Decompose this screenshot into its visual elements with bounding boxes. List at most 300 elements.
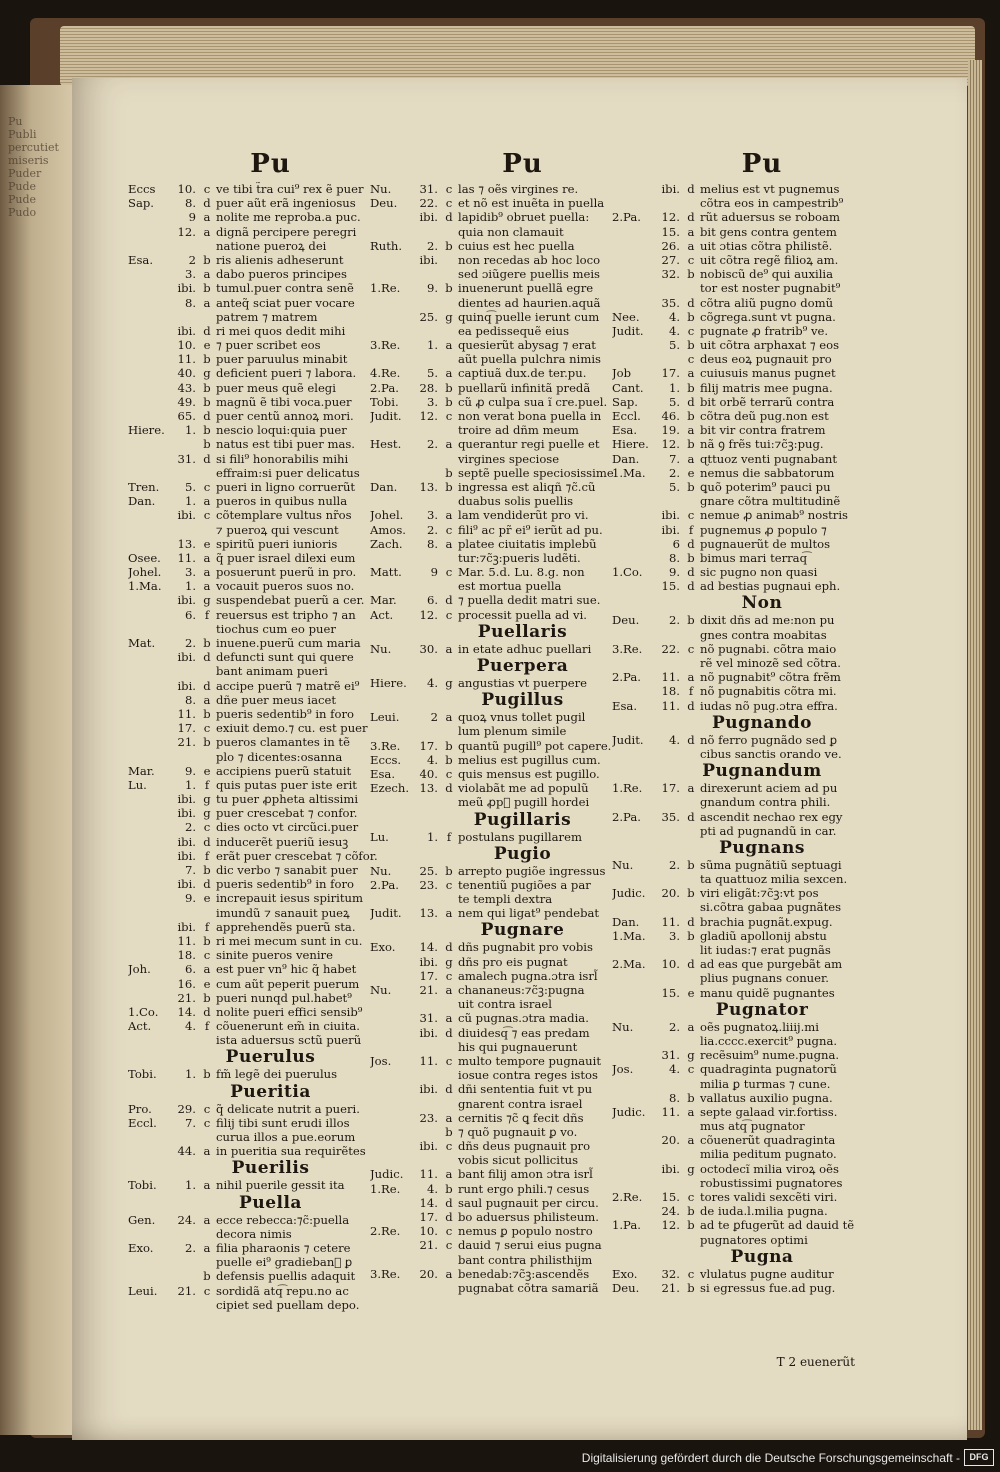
chapter-reference: 13.: [419, 479, 438, 494]
chapter-reference: [414, 225, 443, 239]
index-keyword: Pugio: [493, 843, 552, 864]
book-reference: [370, 1125, 414, 1139]
index-entry: [612, 1119, 912, 1133]
section-letter: a: [203, 210, 211, 225]
index-entry: [612, 1105, 912, 1119]
index-entry: [612, 1233, 912, 1247]
entry-text: lia.cccc.exercit⁹ pugna.: [700, 1033, 838, 1048]
chapter-reference: 28.: [419, 380, 438, 395]
entry-text: his qui pugnauerunt: [458, 1039, 578, 1054]
chapter-reference: 24.: [177, 1212, 196, 1227]
entry-text: saul pugnauit per circu.: [458, 1195, 599, 1210]
chapter-reference: [172, 664, 201, 678]
book-reference: 1.Pa.: [612, 1218, 641, 1233]
chapter-reference: 13.: [177, 536, 196, 551]
chapter-reference: [414, 1253, 443, 1267]
section-letter: d: [445, 210, 453, 225]
section-letter: [443, 997, 455, 1011]
book-reference: [128, 849, 172, 863]
book-reference: Nu.: [370, 641, 392, 656]
section-letter: [443, 1068, 455, 1082]
book-reference: 1.Co.: [128, 1004, 159, 1019]
chapter-reference: 21.: [419, 983, 438, 997]
chapter-reference: 11.: [419, 1167, 438, 1182]
section-letter: c: [203, 479, 211, 494]
entry-text: dic verbo ⁊ sanabit puer: [216, 863, 358, 877]
chapter-reference: [656, 795, 685, 809]
entry-text: deus eoꝝ pugnauit pro: [700, 352, 832, 367]
section-letter: d: [203, 834, 211, 849]
chapter-reference: 21.: [177, 735, 196, 750]
index-entry: [612, 253, 912, 267]
entry-text: sic pugno non quasi: [700, 565, 818, 580]
chapter-reference: 10.: [661, 957, 680, 972]
index-entry: [612, 781, 912, 795]
chapter-reference: [656, 824, 685, 838]
entry-text: in etate adhuc puellari: [458, 641, 592, 656]
section-letter: a: [203, 962, 211, 977]
entry-text: pugnabat cõtra samariã: [458, 1280, 599, 1295]
index-keyword: Pugnare: [480, 920, 565, 941]
index-entry: [612, 1204, 912, 1218]
section-letter: c: [445, 522, 453, 537]
section-letter: [685, 196, 697, 210]
entry-text: fili⁹ ac pr̃ ei⁹ ierũt ad pu.: [458, 522, 603, 537]
entry-text: quis putas puer iste erit: [216, 777, 357, 792]
section-letter: d: [203, 1004, 211, 1019]
book-reference: Dan.: [612, 914, 640, 929]
book-reference: [612, 338, 656, 352]
chapter-reference: 3.: [184, 565, 196, 580]
entry-text: pueros in quibus nulla: [216, 494, 348, 509]
section-letter: [201, 906, 213, 920]
index-entry: [612, 523, 912, 537]
entry-text: lapidib⁹ obruet puella:: [458, 210, 590, 225]
section-letter: d: [445, 1025, 453, 1040]
index-entry: [612, 423, 912, 437]
entry-text: robustissimi pugnatores: [700, 1175, 843, 1190]
section-letter: c: [687, 1266, 695, 1281]
entry-text: vobis sicut pollicitus: [458, 1153, 579, 1168]
book-reference: 2.Pa.: [612, 670, 641, 685]
chapter-reference: 2.: [426, 238, 438, 253]
section-letter: d: [203, 409, 211, 423]
chapter-reference: 9.: [184, 763, 196, 778]
book-reference: Joh.: [128, 962, 151, 977]
index-entry: [612, 957, 912, 971]
section-letter: b: [203, 933, 211, 948]
entry-text: manu quidẽ pugnantes: [700, 985, 835, 1000]
chapter-reference: 43.: [177, 380, 196, 395]
chapter-reference: [656, 1147, 685, 1161]
book-reference: [370, 1139, 414, 1153]
entry-text: cum aũt peperit puerum: [216, 976, 360, 991]
index-keyword: Pugillaris: [473, 809, 572, 830]
chapter-reference: 24.: [661, 1204, 680, 1219]
entry-text: lum plenum simile: [458, 724, 567, 739]
entry-text: ri mei quos dedit mihi: [216, 323, 346, 338]
section-letter: [201, 622, 213, 636]
book-reference: Judic.: [612, 886, 646, 901]
entry-text: curua illos a pue.eorum: [216, 1130, 356, 1144]
chapter-reference: [656, 281, 685, 295]
section-letter: a: [203, 565, 211, 580]
entry-text: uit cõtra arphaxat ⁊ eos: [700, 338, 840, 353]
chapter-reference: [172, 466, 201, 480]
book-reference: [128, 324, 172, 338]
chapter-reference: ibi.: [177, 593, 196, 608]
book-reference: [128, 1130, 172, 1144]
book-reference: Ezech.: [370, 781, 410, 796]
index-entry: [612, 1062, 912, 1076]
book-reference: [370, 225, 414, 239]
entry-text: cibus sanctis orando ve.: [700, 746, 842, 761]
book-reference: Act.: [370, 607, 394, 622]
entry-text: sinite pueros venire: [216, 948, 333, 963]
book-reference: [370, 892, 414, 906]
chapter-reference: 1.: [184, 494, 196, 509]
section-letter: b: [445, 465, 453, 480]
section-letter: b: [203, 394, 211, 409]
chapter-reference: [414, 466, 443, 480]
section-letter: d: [687, 914, 695, 929]
chapter-reference: 15.: [661, 579, 680, 594]
section-letter: a: [687, 781, 695, 796]
index-entry: [612, 296, 912, 310]
book-reference: [128, 806, 172, 820]
book-reference: [128, 593, 172, 607]
entry-text: platee ciuitatis implebũ: [458, 536, 597, 551]
chapter-reference: ibi.: [177, 281, 196, 296]
book-reference: [128, 267, 172, 281]
entry-text: cuiusuis manus pugnet: [700, 366, 836, 381]
section-letter: d: [203, 196, 211, 211]
book-reference: [370, 1097, 414, 1111]
book-reference: [128, 835, 172, 849]
section-letter: [443, 494, 455, 508]
book-reference: Esa.: [370, 766, 396, 781]
entry-text: ꝗuõ poterim⁹ pauci pu: [700, 479, 831, 494]
book-reference: [128, 338, 172, 352]
chapter-reference: 11.: [661, 1104, 680, 1119]
entry-text: viri eligãt:⁊c̃ꝫ:vt pos: [700, 886, 819, 901]
entry-text: nõ pugnabi. cõtra maio: [700, 641, 837, 656]
entry-text: nobiscũ de⁹ qui auxilia: [700, 267, 834, 282]
chapter-reference: 11.: [177, 706, 196, 721]
chapter-reference: 3.: [426, 394, 438, 409]
section-letter: c: [687, 323, 695, 338]
section-letter: d: [203, 650, 211, 665]
entry-text: aũt puella pulchra nimis: [458, 352, 602, 367]
section-letter: [201, 1130, 213, 1144]
entry-text: defuncti sunt qui quere: [216, 650, 354, 665]
chapter-reference: [414, 1281, 443, 1295]
book-reference: 2.Re.: [370, 1224, 401, 1239]
chapter-reference: 11.: [177, 550, 196, 565]
section-letter: [685, 1233, 697, 1247]
entry-text: ris alienis adheserunt: [216, 252, 344, 267]
chapter-reference: 14.: [419, 1195, 438, 1210]
entry-text: filia pharaonis ⁊ cetere: [216, 1240, 351, 1255]
section-letter: b: [445, 281, 453, 296]
chapter-reference: 22.: [419, 196, 438, 211]
book-reference: [128, 664, 172, 678]
book-reference: Nee.: [612, 309, 640, 324]
section-letter: a: [445, 1011, 453, 1026]
chapter-reference: [172, 1255, 201, 1269]
entry-text: puer centũ annoꝝ mori.: [216, 409, 354, 423]
index-entry: [612, 1077, 912, 1091]
book-reference: [370, 1196, 414, 1210]
entry-text: puer meus quẽ elegi: [216, 380, 336, 395]
book-reference: [612, 494, 656, 508]
book-reference: Eccs: [128, 182, 156, 196]
section-letter: a: [203, 295, 211, 310]
book-reference: [612, 480, 656, 494]
section-letter: d: [445, 940, 453, 955]
entry-text: natione pueroꝝ dei: [216, 238, 327, 253]
book-reference: [128, 750, 172, 764]
entry-text: gnarent contra israel: [458, 1096, 583, 1111]
book-reference: [128, 721, 172, 735]
section-letter: [443, 296, 455, 310]
book-reference: [128, 792, 172, 806]
entry-text: iosue contra reges istos: [458, 1068, 598, 1083]
section-letter: d: [687, 579, 695, 594]
chapter-reference: [172, 1298, 201, 1312]
chapter-reference: [656, 1119, 685, 1133]
section-letter: c: [445, 607, 453, 622]
section-letter: d: [687, 182, 695, 196]
book-reference: [612, 656, 656, 670]
index-entry: [612, 1048, 912, 1062]
entry-text: ad bestias pugnaui eph.: [700, 579, 841, 594]
section-letter: a: [203, 692, 211, 707]
index-entry: [612, 381, 912, 395]
entry-text: Mar. 5.d. Lu. 8.g. non: [458, 565, 585, 580]
book-reference: [612, 1077, 656, 1091]
book-reference: [128, 381, 172, 395]
entry-text: septẽ puelle speciosissime: [458, 465, 614, 480]
book-reference: [128, 679, 172, 693]
book-reference: Judit.: [612, 732, 644, 747]
chapter-reference: [172, 906, 201, 920]
book-reference: 2.Ma.: [612, 957, 646, 972]
book-reference: Esa.: [128, 252, 154, 267]
entry-text: plo ⁊ dicentes:osanna: [216, 749, 343, 764]
section-letter: [443, 892, 455, 906]
chapter-reference: [656, 872, 685, 886]
chapter-reference: 26.: [661, 238, 680, 253]
book-reference: [128, 991, 172, 1005]
chapter-reference: [172, 1227, 201, 1241]
section-letter: e: [203, 891, 211, 906]
entry-text: uit ɔtias cõtra philistẽ.: [700, 238, 833, 253]
section-letter: c: [687, 352, 695, 367]
chapter-reference: 11.: [661, 670, 680, 685]
chapter-reference: ibi.: [177, 848, 196, 863]
section-letter: [443, 452, 455, 466]
entry-text: et nõ est inuẽta in puella: [458, 196, 605, 211]
chapter-reference: [414, 296, 443, 310]
book-reference: [128, 366, 172, 380]
book-reference: [128, 409, 172, 423]
entry-text: dignã percipere peregri: [216, 224, 357, 239]
section-letter: [443, 225, 455, 239]
section-letter: c: [203, 1283, 211, 1298]
chapter-reference: [172, 523, 201, 537]
index-entry: [612, 1190, 912, 1204]
entry-text: puelle ei⁹ gradiebanᷓ ꝑ: [216, 1255, 353, 1270]
chapter-reference: ibi.: [419, 954, 438, 969]
section-letter: a: [203, 224, 211, 239]
chapter-reference: 2.: [426, 522, 438, 537]
chapter-reference: ibi.: [661, 522, 680, 537]
chapter-reference: 5.: [426, 366, 438, 381]
entry-text: posuerunt puerũ in pro.: [216, 565, 357, 580]
book-reference: Esa.: [612, 698, 638, 713]
entry-text: uit cõtra regẽ filioꝝ am.: [700, 252, 839, 267]
entry-text: ingressa est aliqñ ⁊c̃.cũ: [458, 479, 596, 494]
book-reference: [370, 955, 414, 969]
chapter-reference: 11.: [177, 352, 196, 367]
section-letter: b: [687, 437, 695, 452]
section-letter: b: [445, 1181, 453, 1196]
book-reference: [612, 1147, 656, 1161]
entry-text: non verat bona puella in: [458, 409, 602, 423]
book-reference: [128, 1227, 172, 1241]
chapter-reference: 11.: [661, 698, 680, 713]
chapter-reference: 14.: [177, 1004, 196, 1019]
entry-text: recẽsuim⁹ nume.pugna.: [700, 1048, 840, 1063]
chapter-reference: [656, 352, 685, 366]
chapter-reference: 46.: [661, 409, 680, 423]
section-letter: [201, 310, 213, 324]
entry-text: ista aduersus sctũ puerũ: [216, 1033, 362, 1048]
chapter-reference: 17.: [419, 1210, 438, 1224]
section-letter: [443, 551, 455, 565]
entry-text: dabo pueros principes: [216, 267, 347, 282]
chapter-reference: 12.: [419, 409, 438, 423]
index-entry: [612, 565, 912, 579]
entry-text: vocauit pueros suos no.: [216, 579, 355, 594]
chapter-reference: 11.: [419, 1053, 438, 1068]
section-letter: b: [687, 1280, 695, 1295]
entry-text: nõ pugnabit⁹ cõtra frẽm: [700, 670, 841, 685]
book-reference: 2.Pa.: [612, 809, 641, 824]
chapter-reference: 8.: [426, 536, 438, 551]
section-letter: c: [445, 409, 453, 423]
chapter-reference: 4.: [668, 1062, 680, 1077]
entry-text: accipiens puerũ statuit: [216, 763, 352, 778]
book-reference: Amos.: [370, 522, 406, 537]
section-letter: a: [687, 366, 695, 381]
entry-text: quinq͡ puelle ierunt cum: [458, 309, 600, 324]
chapter-reference: 9.: [184, 891, 196, 906]
section-letter: a: [687, 670, 695, 685]
book-reference: Hiere.: [370, 676, 407, 690]
section-letter: a: [445, 1110, 453, 1125]
section-letter: [201, 750, 213, 764]
entry-text: cõuenerũt quadraginta: [700, 1133, 836, 1148]
section-letter: f: [204, 1019, 210, 1034]
entry-text: bimus mari terraq͡: [700, 550, 808, 565]
chapter-reference: ibi.: [661, 1161, 680, 1176]
book-reference: [128, 523, 172, 537]
section-letter: b: [687, 380, 695, 395]
chapter-reference: ibi.: [177, 834, 196, 849]
book-reference: [612, 747, 656, 761]
chapter-reference: ibi.: [419, 210, 438, 225]
book-reference: [612, 182, 656, 196]
section-letter: e: [203, 763, 211, 778]
index-entry: [612, 642, 912, 656]
section-letter: c: [445, 877, 453, 892]
entry-text: gnandum contra phili.: [700, 795, 831, 810]
entry-text: plius pugnans conuer.: [700, 971, 829, 986]
chapter-reference: 15.: [661, 985, 680, 1000]
chapter-reference: 27.: [661, 252, 680, 267]
chapter-reference: 18.: [661, 684, 680, 699]
section-letter: b: [445, 380, 453, 395]
index-entry: [612, 824, 912, 838]
chapter-reference: [656, 1176, 685, 1190]
book-reference: [128, 948, 172, 962]
chapter-reference: 30.: [419, 641, 438, 656]
entry-text: rũt aduersus se roboam: [700, 210, 840, 225]
book-reference: Lu.: [370, 829, 389, 844]
book-reference: [128, 395, 172, 409]
chapter-reference: 20.: [661, 1133, 680, 1148]
entry-text: lit iudas:⁊ erat pugnãs: [700, 943, 831, 957]
book-reference: [612, 508, 656, 522]
section-letter: a: [445, 710, 453, 725]
section-letter: b: [445, 738, 453, 753]
chapter-reference: ibi.: [177, 323, 196, 338]
section-letter: b: [687, 409, 695, 423]
book-reference: [370, 267, 414, 281]
chapter-reference: 5.: [668, 394, 680, 409]
section-letter: b: [687, 479, 695, 494]
chapter-reference: 40.: [177, 366, 196, 381]
entry-text: dies octo vt circũci.puer: [216, 820, 359, 835]
entry-text: bant filij amon ɔtra isrl̃: [458, 1167, 593, 1182]
section-letter: c: [203, 948, 211, 963]
chapter-reference: 5.: [668, 338, 680, 353]
entry-text: pugnate ꝓ fratrib⁹ ve.: [700, 323, 829, 338]
book-reference: Tobi.: [128, 1178, 157, 1193]
section-letter: d: [445, 593, 453, 608]
book-reference: [370, 466, 414, 480]
entry-text: puer aũt erã ingeniosus: [216, 196, 356, 211]
chapter-reference: 11.: [177, 933, 196, 948]
entry-text: vallatus auxilio pugna.: [700, 1090, 833, 1105]
book-reference: [128, 239, 172, 253]
section-letter: b: [203, 1269, 211, 1284]
book-reference: Osee.: [128, 550, 161, 565]
section-letter: a: [687, 238, 695, 253]
section-letter: c: [203, 182, 211, 196]
entry-text: nolite pueri effici sensib⁹: [216, 1004, 363, 1019]
book-reference: Dan.: [128, 494, 156, 509]
entry-text: ea pedissequẽ eius: [458, 323, 570, 338]
book-reference: [128, 508, 172, 522]
chapter-reference: 17.: [419, 738, 438, 753]
book-reference: [370, 579, 414, 593]
index-keyword: Pugillus: [481, 690, 564, 711]
section-letter: a: [445, 338, 453, 353]
book-reference: Leui.: [128, 1283, 158, 1298]
